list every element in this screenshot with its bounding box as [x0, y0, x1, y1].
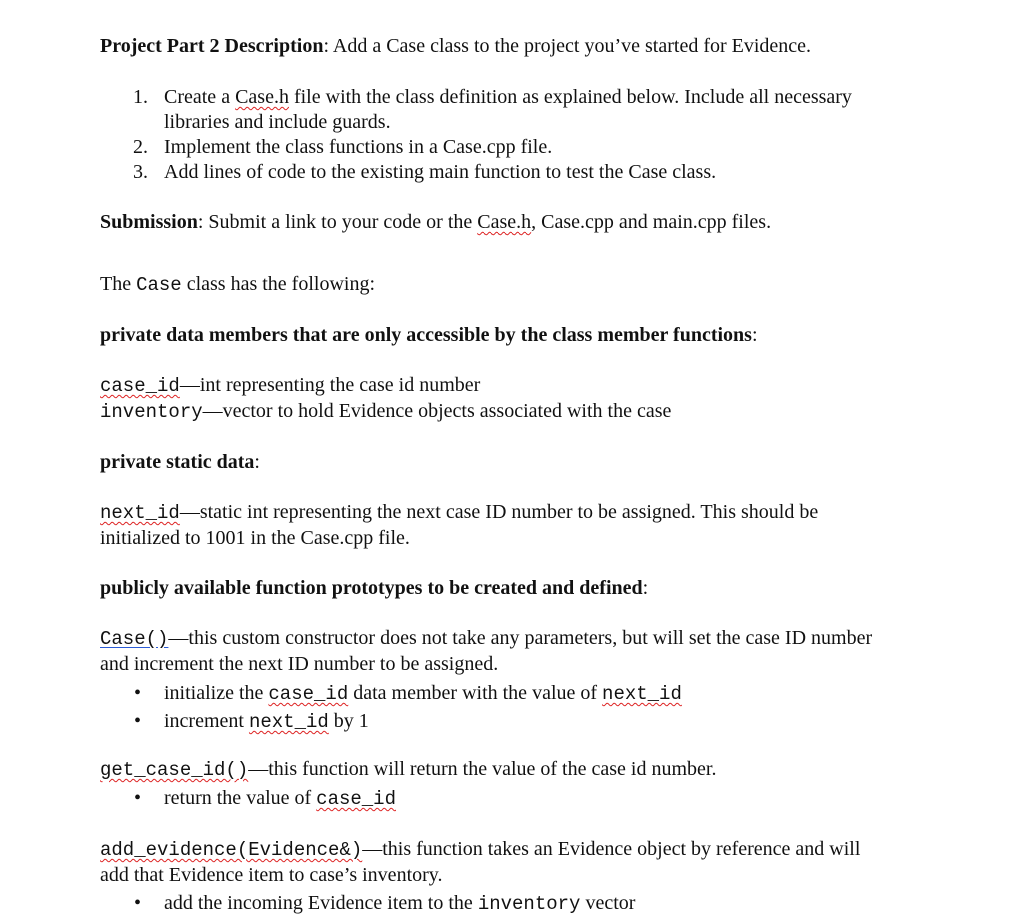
next-id-line-2	[100, 526, 960, 551]
bullet-text: return the value of	[164, 787, 317, 809]
next-id-code: next_id	[602, 683, 682, 705]
intro-title: Project Part 2 Description	[100, 35, 324, 57]
private-static-heading	[100, 450, 960, 475]
step-text: Create a	[164, 86, 236, 108]
bullet-icon: •	[134, 892, 142, 914]
submission-text: , Case.cpp and main.cpp files.	[531, 211, 772, 233]
add-evidence-code: add_evidence(Evidence&)	[100, 839, 363, 861]
case-id-line	[100, 373, 960, 399]
case-id-code: case_id	[100, 375, 180, 397]
bullet-item	[100, 890, 960, 918]
get-case-id-code: get_case_id()	[100, 759, 249, 781]
inventory-line	[100, 399, 960, 425]
step-3	[100, 160, 960, 185]
bullet-text: increment	[164, 710, 249, 732]
step-text: Add lines of code to the existing main function to test the Case class.	[164, 161, 717, 183]
bullet-text: add the incoming Evidence item to the	[164, 892, 478, 914]
add-evidence-text: add that Evidence item to case’s inventory.	[100, 864, 443, 886]
add-evidence-block	[100, 837, 960, 918]
next-id-text: —static int representing the next case ID number to be assigned. This should be	[179, 501, 819, 523]
add-evidence-line	[100, 837, 960, 863]
bullet-item	[100, 708, 960, 736]
heading-colon: :	[254, 451, 260, 473]
case-id-code: case_id	[268, 683, 349, 705]
step-number: 1.	[133, 86, 148, 108]
heading-text: publicly available function prototypes to be created and defined	[100, 577, 643, 599]
step-2	[100, 135, 960, 160]
bullet-icon: •	[134, 787, 142, 809]
bullet-item	[100, 680, 960, 708]
case-id-code: case_id	[316, 788, 396, 810]
inventory-code: inventory	[100, 401, 203, 423]
constructor-line-2	[100, 652, 960, 677]
class-intro-text: The	[100, 273, 137, 295]
steps-list	[100, 85, 960, 185]
class-intro-text: class has the following:	[181, 273, 376, 295]
constructor-text: and increment the next ID number to be assigned.	[100, 653, 499, 675]
constructor-text: —this custom constructor does not take any parameters, but will set the case ID number	[168, 627, 873, 649]
bullet-icon: •	[134, 710, 142, 732]
class-intro-line	[100, 272, 960, 298]
heading-colon: :	[642, 577, 649, 599]
step-text: Implement the class functions in a Case.cpp file.	[164, 136, 553, 158]
bullet-item	[100, 785, 960, 813]
constructor-block	[100, 626, 960, 736]
constructor-bullets	[100, 680, 960, 736]
step-number: 3.	[133, 161, 148, 183]
intro-text: : Add a Case class to the project you’ve started for Evidence.	[323, 35, 812, 57]
get-case-id-text: —this function will return the value of the case id number.	[248, 758, 717, 780]
constructor-code: Case()	[100, 628, 169, 650]
step-number: 2.	[133, 136, 148, 158]
submission-text: : Submit a link to your code or the	[197, 211, 478, 233]
get-case-id-block	[100, 757, 960, 813]
bullet-text: by 1	[328, 710, 369, 732]
bullet-icon: •	[134, 682, 142, 704]
get-case-id-line	[100, 757, 960, 783]
heading-colon: :	[751, 324, 758, 346]
document-body	[100, 34, 960, 918]
bullet-text: data member with the value of	[348, 682, 603, 704]
submission-file-name: Case.h	[477, 211, 532, 233]
submission-line	[100, 210, 960, 235]
step-1	[100, 85, 960, 135]
case-id-text: —int representing the case id number	[179, 374, 481, 396]
inventory-code: inventory	[477, 893, 581, 915]
get-case-id-bullets	[100, 785, 960, 813]
add-evidence-text: —this function takes an Evidence object by reference and will	[362, 838, 861, 860]
next-id-code: next_id	[248, 711, 329, 733]
intro-line	[100, 34, 960, 59]
next-id-block	[100, 500, 960, 551]
private-members-list	[100, 373, 960, 425]
class-name-code: Case	[136, 274, 182, 296]
constructor-line	[100, 626, 960, 652]
next-id-line	[100, 500, 960, 526]
add-evidence-line-2	[100, 863, 960, 888]
step-text: libraries and include guards.	[164, 111, 391, 133]
add-evidence-bullets	[100, 890, 960, 918]
heading-text: private static data	[100, 451, 255, 473]
public-functions-heading	[100, 576, 960, 601]
step-text: file with the class definition as explained below. Include all necessary	[288, 86, 852, 108]
private-members-heading	[100, 323, 960, 348]
step-file-name: Case.h	[235, 86, 289, 108]
bullet-text: vector	[580, 892, 636, 914]
submission-label: Submission	[100, 211, 198, 233]
inventory-text: —vector to hold Evidence objects associated with the case	[202, 400, 672, 422]
next-id-text: initialized to 1001 in the Case.cpp file.	[100, 527, 410, 549]
next-id-code: next_id	[100, 502, 180, 524]
heading-text: private data members that are only accessible by the class member functions	[100, 324, 752, 346]
bullet-text: initialize the	[164, 682, 269, 704]
